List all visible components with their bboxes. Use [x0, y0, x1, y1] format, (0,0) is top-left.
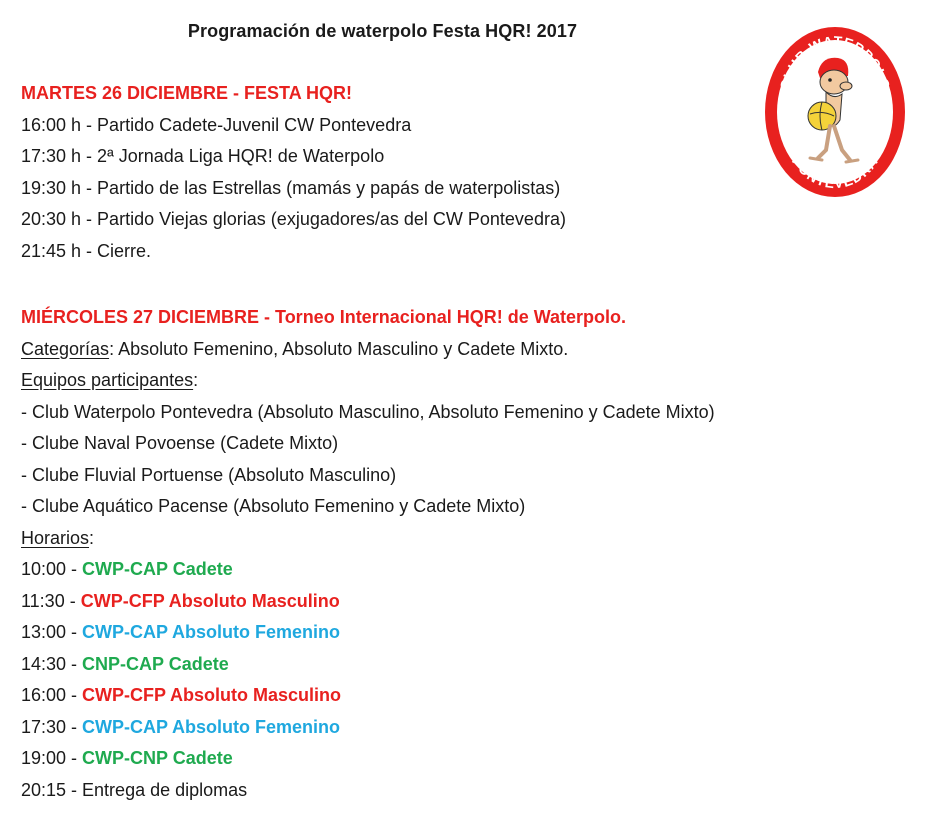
list-item: 21:45 h - Cierre. — [21, 240, 152, 261]
schedule-time: 13:00 - — [21, 622, 83, 642]
schedule-match: CWP-CFP Absoluto Masculino — [82, 685, 342, 705]
schedule-row — [21, 617, 715, 649]
categories-value: : Absoluto Femenino, Absoluto Masculino y Cadete Mixto. — [109, 338, 569, 359]
schedule-match: CWP-CAP Absoluto Femenino — [82, 716, 341, 737]
team-item: - Clube Fluvial Portuense (Absoluto Masculino) — [21, 464, 397, 485]
list-item: 19:30 h - Partido de las Estrellas (mamás y papás de waterpolistas) — [21, 177, 561, 198]
schedule-time: 19:00 - — [21, 748, 83, 768]
schedule-row — [21, 586, 715, 618]
day2-heading: MIÉRCOLES 27 DICIEMBRE - Torneo Internacional HQR! de Waterpolo. — [21, 307, 627, 327]
team-item: - Club Waterpolo Pontevedra (Absoluto Masculino, Absoluto Femenino y Cadete Mixto) — [21, 401, 715, 422]
teams-heading: Equipos participantes: — [21, 370, 199, 390]
schedule-time: 17:30 - — [21, 716, 83, 737]
team-item: - Clube Naval Povoense (Cadete Mixto) — [21, 433, 339, 453]
list-item: 16:00 h - Partido Cadete-Juvenil CW Pontevedra — [21, 114, 412, 135]
schedule-row — [21, 649, 715, 681]
schedule-row — [21, 680, 715, 712]
categories-label: Categorías — [21, 338, 110, 359]
schedule-time: 16:00 - — [21, 685, 83, 705]
day1-section — [21, 78, 566, 267]
list-item: 17:30 h - 2ª Jornada Liga HQR! de Waterpolo — [21, 146, 385, 166]
day2-section — [21, 302, 715, 806]
logo-bottom-text: PONTEVEDRA — [788, 153, 882, 192]
logo-top-text: CLUB WATERPOLO — [776, 32, 894, 92]
club-waterpolo-logo — [760, 20, 910, 200]
schedule-match: CWP-CFP Absoluto Masculino — [80, 590, 340, 611]
schedule-match: CWP-CNP Cadete — [82, 748, 233, 768]
schedule-heading: Horarios: — [21, 527, 95, 548]
schedule-row — [21, 743, 715, 775]
schedule-match: CNP-CAP Cadete — [82, 653, 229, 674]
schedule-match: CWP-CAP Absoluto Femenino — [82, 622, 341, 642]
schedule-time: 11:30 - — [21, 590, 81, 611]
list-item: 20:30 h - Partido Viejas glorias (exjugadores/as del CW Pontevedra) — [21, 209, 566, 229]
schedule-time: 10:00 - — [21, 559, 83, 579]
day1-heading: MARTES 26 DICIEMBRE - FESTA HQR! — [21, 83, 353, 103]
page-title: Programación de waterpolo Festa HQR! 2017 — [187, 21, 578, 41]
schedule-row — [21, 712, 715, 744]
schedule-match: CWP-CAP Cadete — [82, 559, 233, 579]
schedule-label: Horarios — [21, 527, 90, 548]
categories-line — [21, 334, 715, 366]
schedule-time: 14:30 - — [21, 653, 83, 674]
schedule-row — [21, 554, 715, 586]
team-item: - Clube Aquático Pacense (Absoluto Femenino y Cadete Mixto) — [21, 496, 526, 516]
closing-item: 20:15 - Entrega de diplomas — [21, 779, 248, 800]
teams-label: Equipos participantes — [21, 370, 194, 390]
